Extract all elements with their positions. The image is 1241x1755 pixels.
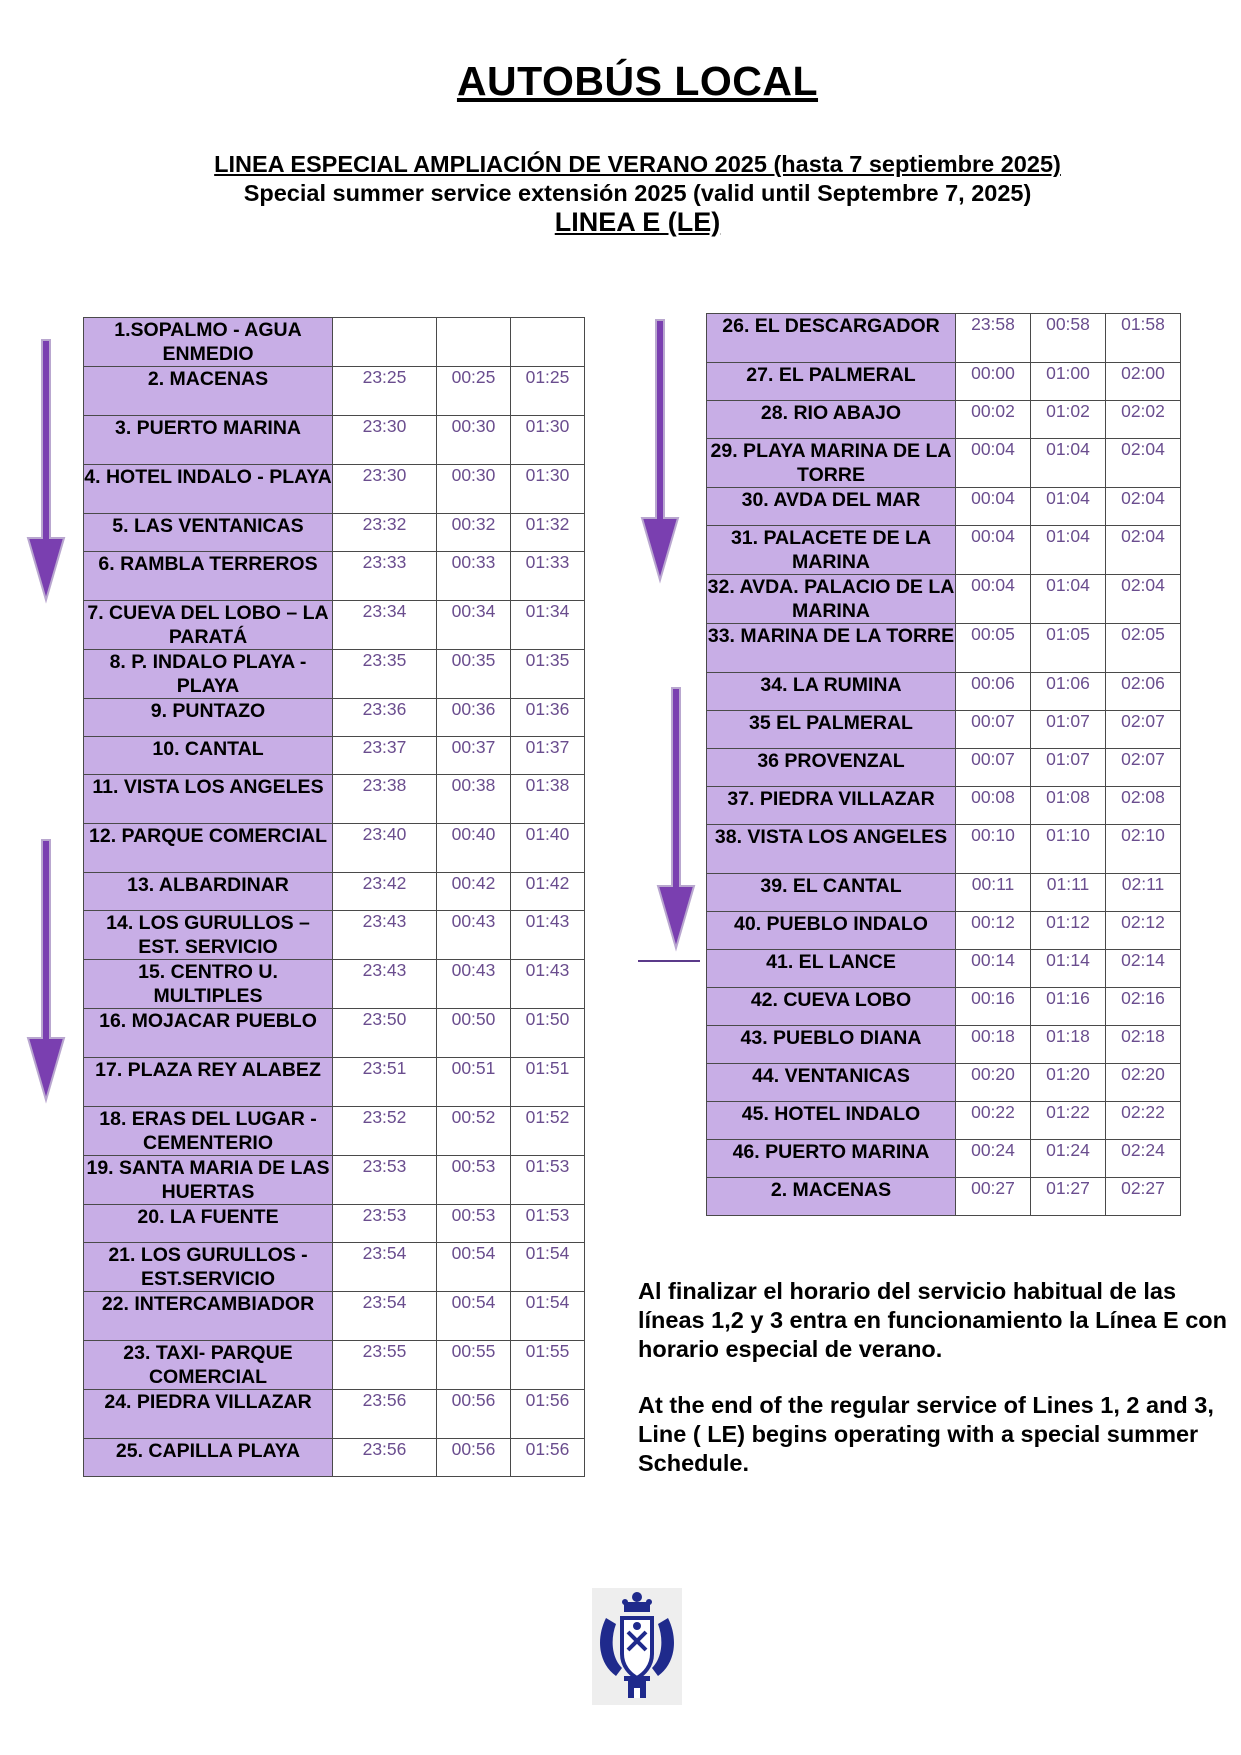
departure-time-cell: 01:12 [1031, 912, 1106, 950]
departure-time-cell: 01:37 [511, 737, 585, 775]
departure-time-cell: 01:04 [1031, 526, 1106, 575]
departure-time-cell: 00:55 [437, 1341, 511, 1390]
departure-time-cell: 02:06 [1106, 673, 1181, 711]
page-title: AUTOBÚS LOCAL [456, 58, 819, 104]
table-row [707, 1102, 1181, 1140]
stop-name-cell: 15. CENTRO U. MULTIPLES [84, 960, 333, 1009]
departure-time-cell: 00:40 [437, 824, 511, 873]
stop-name-cell: 33. MARINA DE LA TORRE [707, 624, 956, 673]
table-row [84, 318, 585, 367]
departure-time-cell: 00:04 [956, 439, 1031, 488]
departure-time-cell: 00:32 [437, 514, 511, 552]
table-row [84, 416, 585, 465]
stop-name-cell: 12. PARQUE COMERCIAL [84, 824, 333, 873]
departure-time-cell: 00:50 [437, 1009, 511, 1058]
stop-name-cell: 22. INTERCAMBIADOR [84, 1292, 333, 1341]
table-row [84, 1107, 585, 1156]
stop-name-cell: 27. EL PALMERAL [707, 363, 956, 401]
departure-time-cell: 01:32 [511, 514, 585, 552]
departure-time-cell: 00:33 [437, 552, 511, 601]
direction-arrow-icon [18, 338, 73, 608]
departure-time-cell: 01:14 [1031, 950, 1106, 988]
departure-time-cell: 00:08 [956, 787, 1031, 825]
departure-time-cell: 02:22 [1106, 1102, 1181, 1140]
stop-name-cell: 44. VENTANICAS [707, 1064, 956, 1102]
stop-name-cell: 39. EL CANTAL [707, 874, 956, 912]
departure-time-cell: 23:36 [333, 699, 437, 737]
departure-time-cell: 23:37 [333, 737, 437, 775]
departure-time-cell: 23:38 [333, 775, 437, 824]
stop-name-cell: 43. PUEBLO DIANA [707, 1026, 956, 1064]
departure-time-cell: 00:54 [437, 1243, 511, 1292]
departure-time-cell: 00:05 [956, 624, 1031, 673]
stop-name-cell: 8. P. INDALO PLAYA - PLAYA [84, 650, 333, 699]
departure-time-cell: 00:14 [956, 950, 1031, 988]
departure-time-cell: 01:42 [511, 873, 585, 911]
departure-time-cell: 02:04 [1106, 526, 1181, 575]
departure-time-cell: 01:02 [1031, 401, 1106, 439]
departure-time-cell: 01:50 [511, 1009, 585, 1058]
departure-time-cell: 23:53 [333, 1156, 437, 1205]
stop-name-cell: 7. CUEVA DEL LOBO – LA PARATÁ [84, 601, 333, 650]
departure-time-cell: 02:02 [1106, 401, 1181, 439]
departure-time-cell: 02:27 [1106, 1178, 1181, 1216]
table-row [84, 699, 585, 737]
stop-name-cell: 38. VISTA LOS ANGELES [707, 825, 956, 874]
departure-time-cell: 01:06 [1031, 673, 1106, 711]
municipal-coat-of-arms-icon [592, 1588, 682, 1705]
departure-time-cell: 00:54 [437, 1292, 511, 1341]
table-row [707, 825, 1181, 874]
stop-name-cell: 9. PUNTAZO [84, 699, 333, 737]
departure-time-cell: 01:00 [1031, 363, 1106, 401]
subtitle-en: Special summer service extensión 2025 (valid until Septembre 7, 2025) [243, 180, 1032, 206]
departure-time-cell: 02:14 [1106, 950, 1181, 988]
table-row [84, 465, 585, 514]
stop-name-cell: 17. PLAZA REY ALABEZ [84, 1058, 333, 1107]
table-row [84, 367, 585, 416]
table-row [707, 1064, 1181, 1102]
departure-time-cell: 00:20 [956, 1064, 1031, 1102]
departure-time-cell: 23:32 [333, 514, 437, 552]
departure-time-cell: 23:40 [333, 824, 437, 873]
table-row [707, 439, 1181, 488]
departure-time-cell [437, 318, 511, 367]
table-row [707, 575, 1181, 624]
table-row [707, 526, 1181, 575]
departure-time-cell: 02:05 [1106, 624, 1181, 673]
departure-time-cell: 00:07 [956, 749, 1031, 787]
departure-time-cell: 23:43 [333, 911, 437, 960]
stop-name-cell: 14. LOS GURULLOS – EST. SERVICIO [84, 911, 333, 960]
departure-time-cell: 01:34 [511, 601, 585, 650]
departure-time-cell: 01:24 [1031, 1140, 1106, 1178]
departure-time-cell: 00:34 [437, 601, 511, 650]
departure-time-cell: 01:54 [511, 1292, 585, 1341]
table-row [84, 650, 585, 699]
table-row [707, 1026, 1181, 1064]
departure-time-cell [511, 318, 585, 367]
departure-time-cell: 01:07 [1031, 749, 1106, 787]
table-row [84, 1341, 585, 1390]
table-row [84, 737, 585, 775]
departure-time-cell: 00:07 [956, 711, 1031, 749]
departure-time-cell: 23:55 [333, 1341, 437, 1390]
departure-time-cell: 01:55 [511, 1341, 585, 1390]
table-row [707, 787, 1181, 825]
table-row [84, 824, 585, 873]
departure-time-cell: 00:30 [437, 465, 511, 514]
departure-time-cell: 01:25 [511, 367, 585, 416]
table-row [84, 911, 585, 960]
departure-time-cell: 00:37 [437, 737, 511, 775]
line-name: LINEA E (LE) [554, 207, 721, 237]
departure-time-cell: 00:30 [437, 416, 511, 465]
departure-time-cell: 23:42 [333, 873, 437, 911]
departure-time-cell: 01:43 [511, 911, 585, 960]
departure-time-cell: 02:10 [1106, 825, 1181, 874]
stop-name-cell: 6. RAMBLA TERREROS [84, 552, 333, 601]
stop-name-cell: 46. PUERTO MARINA [707, 1140, 956, 1178]
table-row [707, 912, 1181, 950]
departure-time-cell: 23:54 [333, 1292, 437, 1341]
table-row [84, 552, 585, 601]
departure-time-cell: 02:07 [1106, 749, 1181, 787]
departure-time-cell: 00:43 [437, 911, 511, 960]
table-row [707, 711, 1181, 749]
departure-time-cell: 01:40 [511, 824, 585, 873]
departure-time-cell: 00:35 [437, 650, 511, 699]
table-row [84, 1009, 585, 1058]
departure-time-cell: 23:33 [333, 552, 437, 601]
stop-name-cell: 13. ALBARDINAR [84, 873, 333, 911]
direction-arrow-icon [648, 686, 703, 956]
departure-time-cell: 23:43 [333, 960, 437, 1009]
departure-time-cell: 00:16 [956, 988, 1031, 1026]
departure-time-cell: 01:07 [1031, 711, 1106, 749]
departure-time-cell: 01:38 [511, 775, 585, 824]
departure-time-cell: 02:04 [1106, 439, 1181, 488]
departure-time-cell: 01:53 [511, 1156, 585, 1205]
table-row [707, 1178, 1181, 1216]
departure-time-cell: 00:18 [956, 1026, 1031, 1064]
departure-time-cell: 01:36 [511, 699, 585, 737]
stop-name-cell: 31. PALACETE DE LA MARINA [707, 526, 956, 575]
note-english: At the end of the regular service of Lines 1, 2 and 3, Line ( LE) begins operating with a special summer Schedule. [638, 1392, 1214, 1476]
departure-time-cell: 23:58 [956, 314, 1031, 363]
departure-time-cell: 00:00 [956, 363, 1031, 401]
departure-time-cell: 01:52 [511, 1107, 585, 1156]
table-row [84, 1390, 585, 1439]
stop-name-cell: 41. EL LANCE [707, 950, 956, 988]
departure-time-cell: 01:05 [1031, 624, 1106, 673]
stop-name-cell: 5. LAS VENTANICAS [84, 514, 333, 552]
departure-time-cell: 01:18 [1031, 1026, 1106, 1064]
stop-name-cell: 29. PLAYA MARINA DE LA TORRE [707, 439, 956, 488]
departure-time-cell: 00:22 [956, 1102, 1031, 1140]
stop-name-cell: 30. AVDA DEL MAR [707, 488, 956, 526]
departure-time-cell: 23:34 [333, 601, 437, 650]
departure-time-cell: 01:27 [1031, 1178, 1106, 1216]
departure-time-cell: 02:07 [1106, 711, 1181, 749]
departure-time-cell: 02:20 [1106, 1064, 1181, 1102]
departure-time-cell: 23:56 [333, 1439, 437, 1477]
departure-time-cell: 00:10 [956, 825, 1031, 874]
stop-name-cell: 2. MACENAS [84, 367, 333, 416]
departure-time-cell: 01:56 [511, 1439, 585, 1477]
departure-time-cell: 00:04 [956, 575, 1031, 624]
departure-time-cell: 23:52 [333, 1107, 437, 1156]
subtitle-es: LINEA ESPECIAL AMPLIACIÓN DE VERANO 2025 (hasta 7 septiembre 2025) [214, 151, 1061, 177]
departure-time-cell: 01:30 [511, 465, 585, 514]
departure-time-cell: 01:30 [511, 416, 585, 465]
stop-name-cell: 4. HOTEL INDALO - PLAYA [84, 465, 333, 514]
stop-name-cell: 21. LOS GURULLOS - EST.SERVICIO [84, 1243, 333, 1292]
stop-name-cell: 40. PUEBLO INDALO [707, 912, 956, 950]
departure-time-cell: 01:16 [1031, 988, 1106, 1026]
departure-time-cell: 00:42 [437, 873, 511, 911]
stop-name-cell: 37. PIEDRA VILLAZAR [707, 787, 956, 825]
table-row [84, 1058, 585, 1107]
table-row [707, 874, 1181, 912]
departure-time-cell: 00:51 [437, 1058, 511, 1107]
departure-time-cell: 23:56 [333, 1390, 437, 1439]
table-row [84, 1205, 585, 1243]
departure-time-cell: 00:11 [956, 874, 1031, 912]
schedule-table-left [83, 317, 585, 1477]
stop-name-cell: 20. LA FUENTE [84, 1205, 333, 1243]
departure-time-cell: 01:11 [1031, 874, 1106, 912]
departure-time-cell: 00:53 [437, 1205, 511, 1243]
departure-time-cell: 02:24 [1106, 1140, 1181, 1178]
note-spanish: Al finalizar el horario del servicio habitual de las líneas 1,2 y 3 entra en funcionamiento la Línea E con horario especial de verano. [638, 1278, 1227, 1362]
departure-time-cell: 01:04 [1031, 439, 1106, 488]
departure-time-cell: 23:53 [333, 1205, 437, 1243]
table-row [707, 401, 1181, 439]
departure-time-cell: 01:08 [1031, 787, 1106, 825]
stop-name-cell: 11. VISTA LOS ANGELES [84, 775, 333, 824]
departure-time-cell: 02:12 [1106, 912, 1181, 950]
departure-time-cell: 01:58 [1106, 314, 1181, 363]
stop-name-cell: 23. TAXI- PARQUE COMERCIAL [84, 1341, 333, 1390]
stop-name-cell: 24. PIEDRA VILLAZAR [84, 1390, 333, 1439]
departure-time-cell: 23:25 [333, 367, 437, 416]
table-row [707, 363, 1181, 401]
table-row [707, 988, 1181, 1026]
departure-time-cell: 23:35 [333, 650, 437, 699]
departure-time-cell: 23:50 [333, 1009, 437, 1058]
table-row [84, 873, 585, 911]
departure-time-cell: 00:58 [1031, 314, 1106, 363]
schedule-table-right [706, 313, 1181, 1216]
stop-name-cell: 1.SOPALMO - AGUA ENMEDIO [84, 318, 333, 367]
departure-time-cell: 02:16 [1106, 988, 1181, 1026]
departure-time-cell: 00:43 [437, 960, 511, 1009]
table-row [707, 624, 1181, 673]
table-row [84, 601, 585, 650]
departure-time-cell: 02:18 [1106, 1026, 1181, 1064]
departure-time-cell: 00:56 [437, 1439, 511, 1477]
departure-time-cell: 00:06 [956, 673, 1031, 711]
stop-name-cell: 35 EL PALMERAL [707, 711, 956, 749]
table-row [707, 950, 1181, 988]
table-row [707, 314, 1181, 363]
table-row [84, 1439, 585, 1477]
stop-name-cell: 2. MACENAS [707, 1178, 956, 1216]
table-row [707, 673, 1181, 711]
departure-time-cell: 23:30 [333, 465, 437, 514]
stop-name-cell: 16. MOJACAR PUEBLO [84, 1009, 333, 1058]
departure-time-cell: 00:36 [437, 699, 511, 737]
departure-time-cell: 02:04 [1106, 488, 1181, 526]
departure-time-cell: 00:04 [956, 526, 1031, 575]
departure-time-cell: 02:00 [1106, 363, 1181, 401]
departure-time-cell: 00:38 [437, 775, 511, 824]
departure-time-cell: 00:25 [437, 367, 511, 416]
departure-time-cell: 02:11 [1106, 874, 1181, 912]
table-row [84, 1292, 585, 1341]
stop-name-cell: 25. CAPILLA PLAYA [84, 1439, 333, 1477]
table-row [707, 488, 1181, 526]
departure-time-cell: 02:04 [1106, 575, 1181, 624]
departure-time-cell: 00:27 [956, 1178, 1031, 1216]
stop-name-cell: 10. CANTAL [84, 737, 333, 775]
stop-name-cell: 34. LA RUMINA [707, 673, 956, 711]
departure-time-cell: 00:12 [956, 912, 1031, 950]
table-row [84, 1243, 585, 1292]
direction-arrow-icon [632, 318, 687, 588]
stop-name-cell: 3. PUERTO MARINA [84, 416, 333, 465]
departure-time-cell: 00:53 [437, 1156, 511, 1205]
departure-time-cell: 01:04 [1031, 575, 1106, 624]
departure-time-cell: 00:02 [956, 401, 1031, 439]
departure-time-cell: 01:10 [1031, 825, 1106, 874]
departure-time-cell: 01:20 [1031, 1064, 1106, 1102]
departure-time-cell: 01:33 [511, 552, 585, 601]
direction-arrow-icon [18, 838, 73, 1108]
departure-time-cell: 00:52 [437, 1107, 511, 1156]
stop-name-cell: 36 PROVENZAL [707, 749, 956, 787]
departure-time-cell: 01:53 [511, 1205, 585, 1243]
table-row [84, 775, 585, 824]
stop-name-cell: 18. ERAS DEL LUGAR - CEMENTERIO [84, 1107, 333, 1156]
stop-name-cell: 26. EL DESCARGADOR [707, 314, 956, 363]
departure-time-cell [333, 318, 437, 367]
departure-time-cell: 23:54 [333, 1243, 437, 1292]
departure-time-cell: 00:24 [956, 1140, 1031, 1178]
stop-name-cell: 19. SANTA MARIA DE LAS HUERTAS [84, 1156, 333, 1205]
stop-name-cell: 28. RIO ABAJO [707, 401, 956, 439]
stop-name-cell: 45. HOTEL INDALO [707, 1102, 956, 1140]
divider-line [638, 960, 700, 962]
table-row [84, 514, 585, 552]
departure-time-cell: 01:56 [511, 1390, 585, 1439]
departure-time-cell: 01:04 [1031, 488, 1106, 526]
departure-time-cell: 02:08 [1106, 787, 1181, 825]
table-row [84, 1156, 585, 1205]
departure-time-cell: 01:51 [511, 1058, 585, 1107]
stop-name-cell: 32. AVDA. PALACIO DE LA MARINA [707, 576, 955, 622]
departure-time-cell: 01:54 [511, 1243, 585, 1292]
departure-time-cell: 00:04 [956, 488, 1031, 526]
table-row [707, 749, 1181, 787]
departure-time-cell: 01:43 [511, 960, 585, 1009]
departure-time-cell: 00:56 [437, 1390, 511, 1439]
departure-time-cell: 01:35 [511, 650, 585, 699]
departure-time-cell: 23:51 [333, 1058, 437, 1107]
departure-time-cell: 23:30 [333, 416, 437, 465]
table-row [84, 960, 585, 1009]
stop-name-cell: 42. CUEVA LOBO [707, 988, 956, 1026]
table-row [707, 1140, 1181, 1178]
departure-time-cell: 01:22 [1031, 1102, 1106, 1140]
